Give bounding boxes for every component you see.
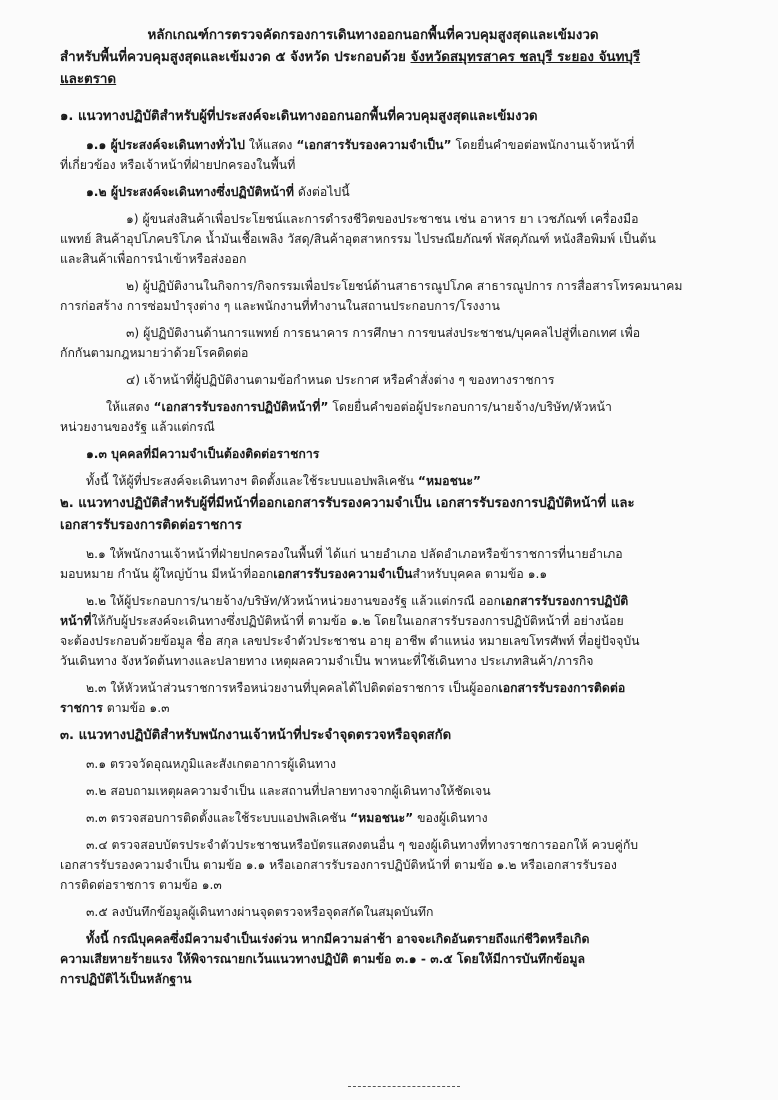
p33-text1: ๓.๓ ตรวจสอบการติดตั้งและใช้ระบบแอปพลิเคชัน bbox=[86, 811, 351, 825]
p12-text: ดังต่อไปนี้ bbox=[293, 185, 350, 199]
paragraph-1-2 bbox=[60, 182, 716, 202]
end-separator bbox=[348, 1086, 460, 1087]
item-3-line2: กักกันตามกฎหมายว่าด้วยโรคติดต่อ bbox=[60, 346, 249, 360]
item-1-line3: และสินค้าเพื่อการนำเข้าหรือส่งออก bbox=[60, 252, 247, 266]
p23-l1a: ๒.๓ ให้หัวหน้าส่วนราชการหรือหน่วยงานที่บุคคลได้ไปติดต่อราชการ เป็นผู้ออก bbox=[86, 681, 499, 695]
p22-l1b: เอกสารรับรองการปฏิบัติ bbox=[500, 594, 629, 608]
p11-label: ๑.๑ ผู้ประสงค์จะเดินทางทั่วไป bbox=[86, 138, 245, 152]
document-title: หลักเกณฑ์การตรวจคัดกรองการเดินทางออกนอกพื้นที่ควบคุมสูงสุดและเข้มงวด bbox=[147, 28, 599, 43]
paragraph-3-5: ๓.๕ ลงบันทึกข้อมูลผู้เดินทางผ่านจุดตรวจหรือจุดสกัดในสมุดบันทึก bbox=[86, 905, 434, 919]
final-paragraph: ทั้งนี้ กรณีบุคคลซึ่งมีความจำเป็นเร่งด่วน หากมีความล่าช้า อาจจะเกิดอันตรายถึงแก่ชีวิตหรือเกิด bbox=[86, 932, 590, 946]
p21-l2a: มอบหมาย กำนัน ผู้ใหญ่บ้าน มีหน้าที่ออก bbox=[60, 567, 274, 581]
show-document-line bbox=[60, 397, 716, 417]
p22-l1a: ๒.๒ ให้ผู้ประกอบการ/นายจ้าง/บริษัท/หัวหน้าหน่วยงานของรัฐ แล้วแต่กรณี ออก bbox=[86, 594, 501, 608]
item-2: ๒) ผู้ปฏิบัติงานในกิจการ/กิจกรรมเพื่อประโยชน์ด้านสาธารณูปโภค สาธารณูปการ การสื่อสารโทรคมนาคม bbox=[126, 279, 683, 293]
show-text1: ให้แสดง bbox=[106, 400, 154, 414]
paragraph-2-2-line3: จะต้องประกอบด้วยข้อมูล ชื่อ สกุล เลขประจำตัวประชาชน อายุ อาชีพ ตำแหน่ง หมายเลขโทรศัพท์ ที่อยู่ปัจจุบัน bbox=[60, 634, 640, 648]
paragraph-2-2-line2 bbox=[60, 611, 716, 631]
p21-l2b: เอกสารรับรองความจำเป็น bbox=[273, 567, 413, 581]
section2-heading: ๒. แนวทางปฏิบัติสำหรับผู้ที่มีหน้าที่ออกเอกสารรับรองความจำเป็น เอกสารรับรองการปฏิบัติหน้าที่ และ bbox=[60, 496, 635, 511]
paragraph-2-3-line2 bbox=[60, 698, 716, 718]
p22-l2b: ให้กับผู้ประสงค์จะเดินทางซึ่งปฏิบัติหน้าที่ ตามข้อ ๑.๒ โดยในเอกสารรับรองการปฏิบัติหน้าที่ อย่างน้อย bbox=[91, 614, 624, 628]
paragraph-3-4-line3: การติดต่อราชการ ตามข้อ ๑.๓ bbox=[60, 878, 222, 892]
subtitle-provinces-cont: และตราด bbox=[60, 72, 117, 87]
p11-quote: “เอกสารรับรองความจำเป็น” bbox=[296, 138, 452, 152]
p11-text2: โดยยื่นคำขอต่อพนักงานเจ้าหน้าที่ bbox=[451, 138, 635, 152]
paragraph-2-1-line2 bbox=[60, 564, 716, 584]
paragraph-3-4: ๓.๔ ตรวจสอบบัตรประจำตัวประชาชนหรือบัตรแสดงตนอื่น ๆ ของผู้เดินทางที่ทางราชการออกให้ ควบคู่กับ bbox=[86, 838, 639, 852]
p33-text2: ของผู้เดินทาง bbox=[413, 811, 488, 825]
item-1: ๑) ผู้ขนส่งสินค้าเพื่อประโยชน์และการดำรงชีวิตของประชาชน เช่น อาหาร ยา เวชภัณฑ์ เครื่องมือ bbox=[126, 212, 639, 226]
p23-l2b: ตามข้อ ๑.๓ bbox=[102, 701, 170, 715]
section3-heading: ๓. แนวทางปฏิบัติสำหรับพนักงานเจ้าหน้าที่ประจำจุดตรวจหรือจุดสกัด bbox=[60, 728, 452, 743]
item-1-line2: แพทย์ สินค้าอุปโภคบริโภค น้ำมันเชื้อเพลิง วัสดุ/สินค้าอุตสาหกรรม ไปรษณียภัณฑ์ พัสดุภัณฑ์ หนังสือพิมพ์ เป็นต้น bbox=[60, 232, 656, 246]
paragraph-2-2-line4: วันเดินทาง จังหวัดต้นทางและปลายทาง เหตุผลความจำเป็น พาหนะที่ใช้เดินทาง ประเภทสินค้า/ภารกิจ bbox=[60, 654, 594, 668]
item-4: ๔) เจ้าหน้าที่ผู้ปฏิบัติงานตามข้อกำหนด ประกาศ หรือคำสั่งต่าง ๆ ของทางราชการ bbox=[126, 373, 555, 387]
paragraph-2-3 bbox=[60, 678, 716, 698]
show-quote: “เอกสารรับรองการปฏิบัติหน้าที่” bbox=[153, 400, 329, 414]
paragraph-1-3: ๑.๓ บุคคลที่มีความจำเป็นต้องติดต่อราชการ bbox=[86, 447, 320, 461]
paragraph-3-2: ๓.๒ สอบถามเหตุผลความจำเป็น และสถานที่ปลายทางจากผู้เดินทางให้ชัดเจน bbox=[86, 784, 491, 798]
p23-l1b: เอกสารรับรองการติดต่อ bbox=[498, 681, 626, 695]
paragraph-3-4-line2: เอกสารรับรองความจำเป็น ตามข้อ ๑.๑ หรือเอกสารรับรองการปฏิบัติหน้าที่ ตามข้อ ๑.๒ หรือเอกสารรับรอง bbox=[60, 858, 617, 872]
subtitle-prefix: สำหรับพื้นที่ควบคุมสูงสุดและเข้มงวด ๕ จังหวัด ประกอบด้วย bbox=[60, 50, 411, 65]
subtitle-provinces: จังหวัดสมุทรสาคร ชลบุรี ระยอง จันทบุรี bbox=[410, 50, 641, 65]
paragraph-1-1 bbox=[60, 135, 716, 155]
document-subtitle bbox=[60, 48, 716, 68]
paragraph-2-1: ๒.๑ ให้พนักงานเจ้าหน้าที่ฝ่ายปกครองในพื้นที่ ได้แก่ นายอำเภอ ปลัดอำเภอหรือข้าราชการที่นายอำเภอ bbox=[86, 547, 623, 561]
show-document-line2: หน่วยงานของรัฐ แล้วแต่กรณี bbox=[60, 420, 215, 434]
p33-quote: “หมอชนะ” bbox=[350, 811, 414, 825]
paragraph-3-3 bbox=[60, 808, 716, 828]
paragraph-1-1-cont: ที่เกี่ยวข้อง หรือเจ้าหน้าที่ฝ่ายปกครองในพื้นที่ bbox=[60, 158, 296, 172]
section2-heading-line2: เอกสารรับรองการติดต่อราชการ bbox=[60, 518, 242, 533]
item-2-line2: การก่อสร้าง การซ่อมบำรุงต่าง ๆ และพนักงานที่ทำงานในสถานประกอบการ/โรงงาน bbox=[60, 299, 500, 313]
final-paragraph-line2: ความเสียหายร้ายแรง ให้พิจารณายกเว้นแนวทางปฏิบัติ ตามข้อ ๓.๑ - ๓.๕ โดยให้มีการบันทึกข้อมูล bbox=[60, 952, 586, 966]
item-3: ๓) ผู้ปฏิบัติงานด้านการแพทย์ การธนาคาร การศึกษา การขนส่งประชาชน/บุคคลไปสู่ที่เอกเทศ เพื่อ bbox=[126, 326, 641, 340]
p12-label: ๑.๒ ผู้ประสงค์จะเดินทางซึ่งปฏิบัติหน้าที่ bbox=[86, 185, 294, 199]
final-paragraph-line3: การปฏิบัติไว้เป็นหลักฐาน bbox=[60, 972, 192, 986]
section1-heading: ๑. แนวทางปฏิบัติสำหรับผู้ที่ประสงค์จะเดินทางออกนอกพื้นที่ควบคุมสูงสุดและเข้มงวด bbox=[60, 109, 538, 124]
p21-l2c: สำหรับบุคคล ตามข้อ ๑.๑ bbox=[412, 567, 548, 581]
note-quote: “หมอชนะ” bbox=[417, 474, 482, 488]
app-note bbox=[60, 471, 716, 491]
p23-l2a: ราชการ bbox=[60, 701, 103, 715]
p22-l2a: หน้าที่ bbox=[60, 614, 92, 628]
p11-text1: ให้แสดง bbox=[244, 138, 297, 152]
paragraph-2-2 bbox=[60, 591, 716, 611]
paragraph-3-1: ๓.๑ ตรวจวัดอุณหภูมิและสังเกตอาการผู้เดินทาง bbox=[86, 757, 337, 771]
show-text2: โดยยื่นคำขอต่อผู้ประกอบการ/นายจ้าง/บริษัท/หัวหน้า bbox=[328, 400, 612, 414]
note-text: ทั้งนี้ ให้ผู้ที่ประสงค์จะเดินทางฯ ติดตั้งและใช้ระบบแอปพลิเคชัน bbox=[86, 474, 418, 488]
